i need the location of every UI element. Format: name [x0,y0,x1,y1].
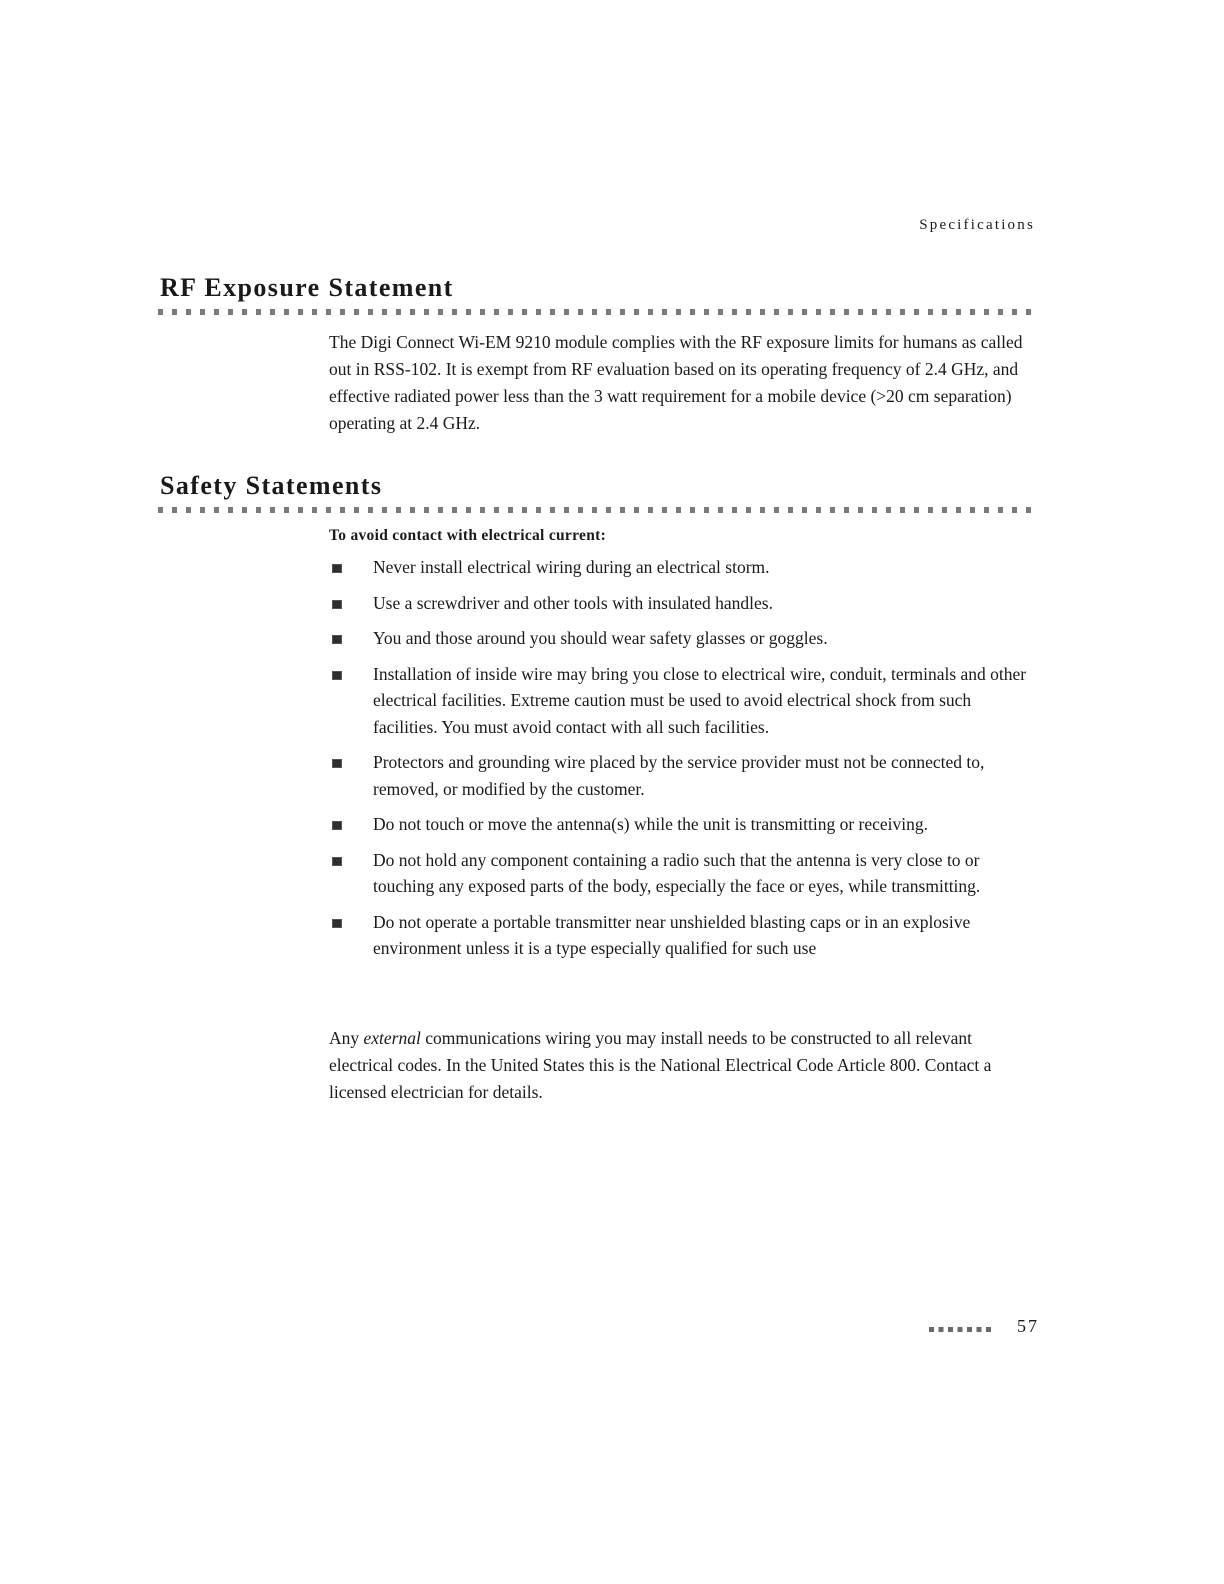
square-bullet-icon [332,759,342,768]
square-bullet-icon [332,635,342,644]
safety-list [329,554,1029,971]
list-item [329,661,1029,741]
list-item-text: Never install electrical wiring during an electrical storm. [373,557,770,577]
list-item [329,811,1029,838]
list-item [329,749,1029,802]
square-bullet-icon [332,821,342,830]
list-item [329,847,1029,900]
square-bullet-icon [332,857,342,866]
safety-statements-title: Safety Statements [160,471,383,500]
list-item [329,554,1029,581]
section-divider [158,507,1038,513]
list-item-text: Installation of inside wire may bring you close to electrical wire, conduit, terminals and other electrical facilities. Extreme caution must be used to avoid electrical shock from such facilities. You must avoid contact with all such facilities. [373,663,1027,737]
page-number: 57 [1017,1316,1039,1336]
list-item-text: Do not operate a portable transmitter near unshielded blasting caps or in an explosive environment unless it is a type especially qualified for such use [373,911,971,958]
list-item-text: You and those around you should wear safety glasses or goggles. [373,628,828,648]
list-item [329,625,1029,652]
rf-exposure-body: The Digi Connect Wi-EM 9210 module complies with the RF exposure limits for humans as called out in RSS-102. It is exempt from RF evaluation based on its operating frequency of 2.4 GHz, and effective radiated power less than the 3 watt requirement for a mobile device (>20 cm separation) operating at 2.4 GHz. [329,332,1023,433]
closing-prefix: Any [329,1028,364,1048]
wiring-codes-paragraph [329,1025,1039,1106]
safety-intro: To avoid contact with electrical current: [329,527,607,544]
closing-emphasis: external [363,1028,421,1048]
square-bullet-icon [332,564,342,573]
closing-suffix: communications wiring you may install needs to be constructed to all relevant electrical codes. In the United States this is the National Electrical Code Article 800. Contact a licensed electrician for details. [329,1028,992,1102]
list-item-text: Do not touch or move the antenna(s) while the unit is transmitting or receiving. [373,814,929,834]
list-item [329,590,1029,617]
list-item-text: Use a screwdriver and other tools with insulated handles. [373,592,773,613]
footer-divider [929,1327,995,1332]
running-header: Specifications [919,217,1035,233]
square-bullet-icon [332,919,342,928]
square-bullet-icon [332,671,342,680]
section-divider [158,309,1038,315]
list-item [329,909,1029,962]
list-item-text: Protectors and grounding wire placed by the service provider must not be connected to, removed, or modified by the customer. [373,752,985,799]
list-item-text: Do not hold any component containing a radio such that the antenna is very close to or touching any exposed parts of the body, especially the face or eyes, while transmitting. [373,849,981,896]
rf-exposure-title: RF Exposure Statement [160,273,454,302]
square-bullet-icon [332,600,342,609]
